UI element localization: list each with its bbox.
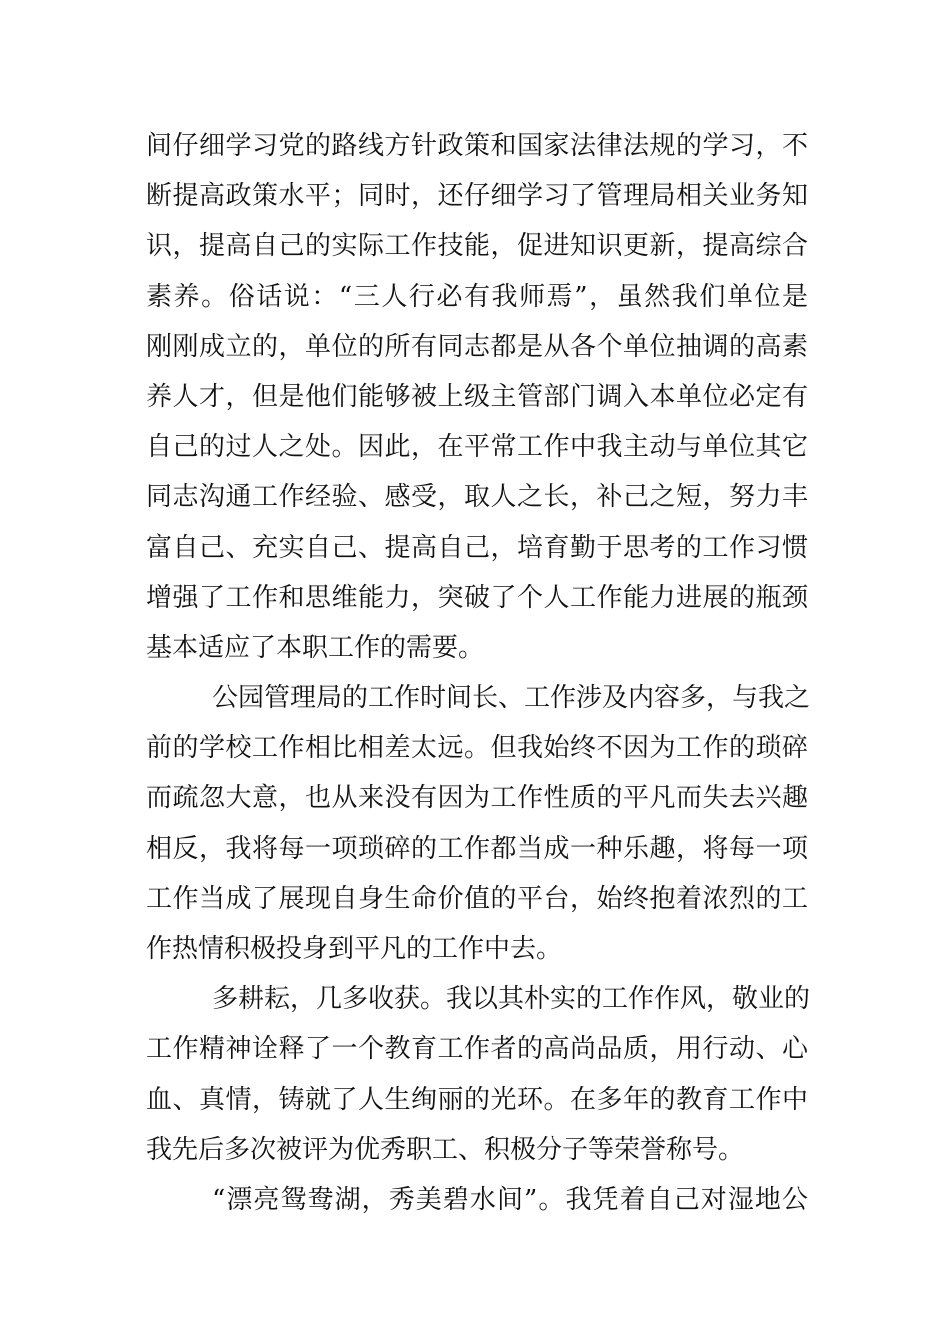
text-line: 富自己、充实自己、提高自己，培育勤于思考的工作习惯: [146, 532, 808, 563]
paragraph-first-line: 多耕耘，几多收获。我以其朴实的工作作风，敬业的: [212, 984, 811, 1015]
text-line: 作热情积极投身到平凡的工作中去。: [146, 934, 563, 964]
text-line: 养人才，但是他们能够被上级主管部门调入本单位必定有: [146, 381, 808, 412]
text-line: 间仔细学习党的路线方针政策和国家法律法规的学习，不: [146, 131, 808, 161]
text-line: 前的学校工作相比相差太远。但我始终不因为工作的琐碎: [146, 733, 808, 764]
text-line: 血、真情，铸就了人生绚丽的光环。在多年的教育工作中: [146, 1084, 808, 1115]
text-line: 相反，我将每一项琐碎的工作都当成一种乐趣，将每一项: [146, 833, 808, 864]
text-line: 识，提高自己的实际工作技能，促进知识更新，提高综合: [146, 231, 808, 262]
paragraph-first-line: “漂亮鸳鸯湖，秀美碧水间”。我凭着自己对湿地公: [212, 1184, 808, 1215]
text-line: 工作当成了展现自身生命价值的平台，始终抱着浓烈的工: [146, 883, 808, 914]
paragraph-first-line: 公园管理局的工作时间长、工作涉及内容多，与我之: [212, 683, 811, 714]
text-line: 同志沟通工作经验、感受，取人之长，补己之短，努力丰: [146, 482, 808, 513]
text-line: 素养。俗话说：“三人行必有我师焉”，虽然我们单位是: [146, 281, 808, 312]
text-line: 增强了工作和思维能力，突破了个人工作能力进展的瓶颈: [146, 582, 808, 613]
text-line: 我先后多次被评为优秀职工、积极分子等荣誉称号。: [146, 1134, 745, 1165]
body-text: [146, 121, 811, 1225]
text-line: 工作精神诠释了一个教育工作者的高尚品质，用行动、心: [146, 1034, 808, 1065]
text-line: 断提高政策水平；同时，还仔细学习了管理局相关业务知: [146, 181, 808, 212]
text-line: 而疏忽大意，也从来没有因为工作性质的平凡而失去兴趣: [146, 783, 808, 814]
text-line: 基本适应了本职工作的需要。: [146, 632, 485, 663]
text-line: 自己的过人之处。因此，在平常工作中我主动与单位其它: [146, 432, 808, 463]
text-line: 刚刚成立的，单位的所有同志都是从各个单位抽调的高素: [146, 331, 808, 362]
